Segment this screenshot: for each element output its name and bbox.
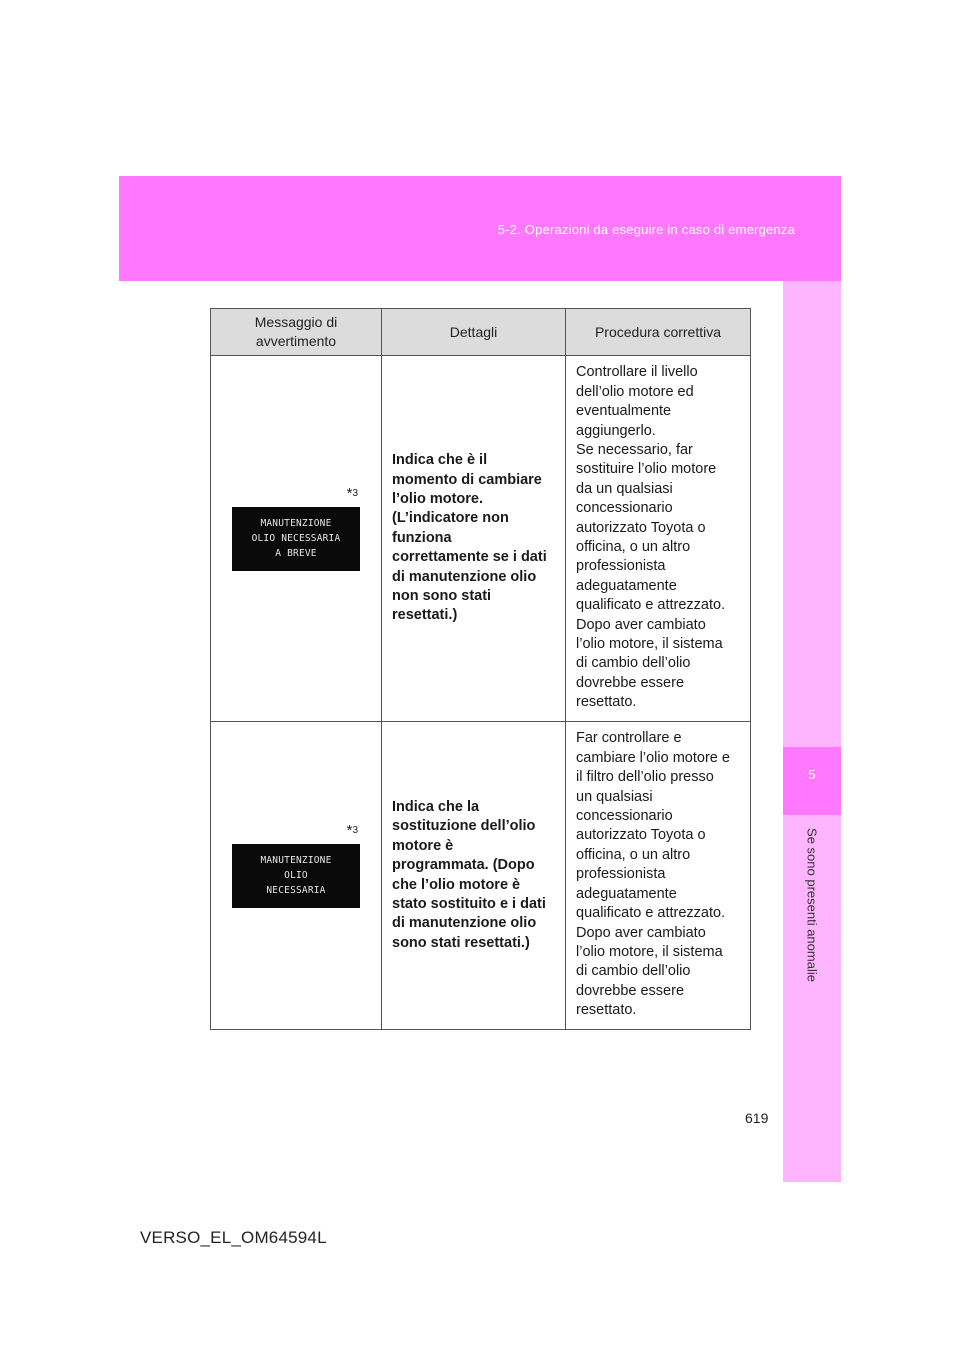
procedure-line: Controllare il livello bbox=[576, 364, 698, 381]
procedure-line: sostituire l’olio motore bbox=[576, 461, 717, 478]
procedure-line: il filtro dell’olio presso bbox=[576, 769, 714, 786]
warning-message-cell bbox=[211, 722, 382, 1030]
procedure-line: di cambio dell’olio bbox=[576, 963, 691, 980]
procedure-line: qualificato e attrezzato. bbox=[576, 597, 726, 614]
procedure-line: concessionario bbox=[576, 808, 673, 825]
display-line: OLIO NECESSARIA bbox=[251, 533, 341, 544]
procedure-line: l’olio motore, il sistema bbox=[576, 943, 723, 960]
procedure-line: qualificato e attrezzato. bbox=[576, 905, 726, 922]
footnote-number: 3 bbox=[352, 824, 358, 836]
details-line: sostituzione dell’olio bbox=[392, 818, 536, 835]
procedure-line: concessionario bbox=[576, 500, 673, 517]
procedure-line: Se necessario, far bbox=[576, 441, 693, 458]
procedure-line: eventualmente bbox=[576, 403, 672, 420]
details-cell bbox=[382, 356, 566, 722]
procedure-line: dovrebbe essere bbox=[576, 674, 685, 691]
display-line: A BREVE bbox=[275, 548, 317, 559]
procedure-line: resettato. bbox=[576, 694, 637, 711]
details-line: motore è bbox=[392, 837, 454, 854]
details-line: Indica che la bbox=[392, 798, 480, 815]
header-line: avvertimento bbox=[255, 333, 337, 349]
details-line: correttamente se i dati bbox=[392, 549, 547, 566]
document-code: VERSO_EL_OM64594L bbox=[140, 1228, 327, 1247]
procedure-line: autorizzato Toyota o bbox=[576, 519, 706, 536]
details-line: funziona bbox=[392, 529, 452, 546]
page-number: 619 bbox=[745, 1110, 769, 1126]
header-line: Messaggio di bbox=[254, 314, 338, 330]
procedure-line: professionista bbox=[576, 866, 666, 883]
procedure-line: officina, o un altro bbox=[576, 539, 691, 555]
details-line: sono stati resettati.) bbox=[392, 934, 530, 951]
procedure-line: l’olio motore, il sistema bbox=[576, 636, 723, 653]
details-line: stato sostituito e i dati bbox=[392, 895, 546, 912]
procedure-line: resettato. bbox=[576, 1002, 637, 1019]
procedure-line: officina, o un altro bbox=[576, 846, 691, 863]
procedure-line: dovrebbe essere bbox=[576, 982, 685, 999]
multi-info-display-screen bbox=[232, 844, 360, 908]
chapter-side-tab bbox=[783, 281, 841, 1182]
warning-message-table bbox=[210, 308, 751, 1030]
display-line: OLIO bbox=[284, 870, 308, 881]
footnote-marker bbox=[347, 485, 358, 502]
procedure-line: Far controllare e bbox=[576, 730, 682, 747]
details-line: non sono stati bbox=[392, 588, 492, 605]
procedure-line: Dopo aver cambiato bbox=[576, 616, 706, 633]
display-line: MANUTENZIONE bbox=[260, 855, 332, 866]
procedure-line: autorizzato Toyota o bbox=[576, 827, 706, 844]
chapter-number: 5 bbox=[808, 767, 816, 782]
display-wrapper bbox=[232, 484, 360, 571]
header-warning-message bbox=[211, 309, 382, 356]
details-line: (L’indicatore non bbox=[392, 510, 509, 527]
footnote-asterisk: * bbox=[346, 484, 353, 502]
procedure-line: professionista bbox=[576, 558, 666, 575]
footnote-marker bbox=[347, 822, 358, 839]
section-header-band bbox=[119, 176, 841, 281]
procedure-line: un qualsiasi bbox=[576, 788, 653, 805]
procedure-line: Dopo aver cambiato bbox=[576, 924, 706, 941]
header-details: Dettagli bbox=[382, 309, 566, 356]
header-corrective-procedure: Procedura correttiva bbox=[566, 309, 751, 356]
procedure-line: dell’olio motore ed bbox=[576, 383, 694, 400]
details-line: di manutenzione olio bbox=[392, 915, 537, 932]
details-line: resettati.) bbox=[392, 607, 458, 624]
table-row bbox=[211, 356, 751, 722]
section-title: 5-2. Operazioni da eseguire in caso di emergenza bbox=[497, 222, 795, 237]
procedure-cell bbox=[566, 722, 751, 1030]
warning-message-cell bbox=[211, 356, 382, 722]
table-header-row bbox=[211, 309, 751, 356]
procedure-line: adeguatamente bbox=[576, 885, 677, 902]
procedure-line: cambiare l’olio motore e bbox=[576, 749, 730, 766]
display-line: MANUTENZIONE bbox=[260, 518, 332, 529]
details-line: l’olio motore. bbox=[392, 490, 484, 507]
footnote-asterisk: * bbox=[346, 821, 353, 839]
display-wrapper bbox=[232, 821, 360, 908]
chapter-number-block bbox=[783, 747, 841, 815]
procedure-line: adeguatamente bbox=[576, 577, 677, 594]
procedure-line: di cambio dell’olio bbox=[576, 655, 691, 672]
details-line: momento di cambiare bbox=[392, 471, 542, 488]
chapter-label: Se sono presenti anomalie bbox=[804, 828, 820, 982]
procedure-cell bbox=[566, 356, 751, 722]
multi-info-display-screen bbox=[232, 507, 360, 571]
table-row bbox=[211, 722, 751, 1030]
details-line: programmata. (Dopo bbox=[392, 857, 535, 874]
display-line: NECESSARIA bbox=[266, 885, 326, 896]
footnote-number: 3 bbox=[352, 487, 358, 499]
details-line: che l’olio motore è bbox=[392, 876, 521, 893]
procedure-line: aggiungerlo. bbox=[576, 422, 656, 439]
details-line: Indica che è il bbox=[392, 452, 488, 469]
details-cell bbox=[382, 722, 566, 1030]
details-line: di manutenzione olio bbox=[392, 568, 537, 585]
procedure-line: da un qualsiasi bbox=[576, 480, 673, 497]
